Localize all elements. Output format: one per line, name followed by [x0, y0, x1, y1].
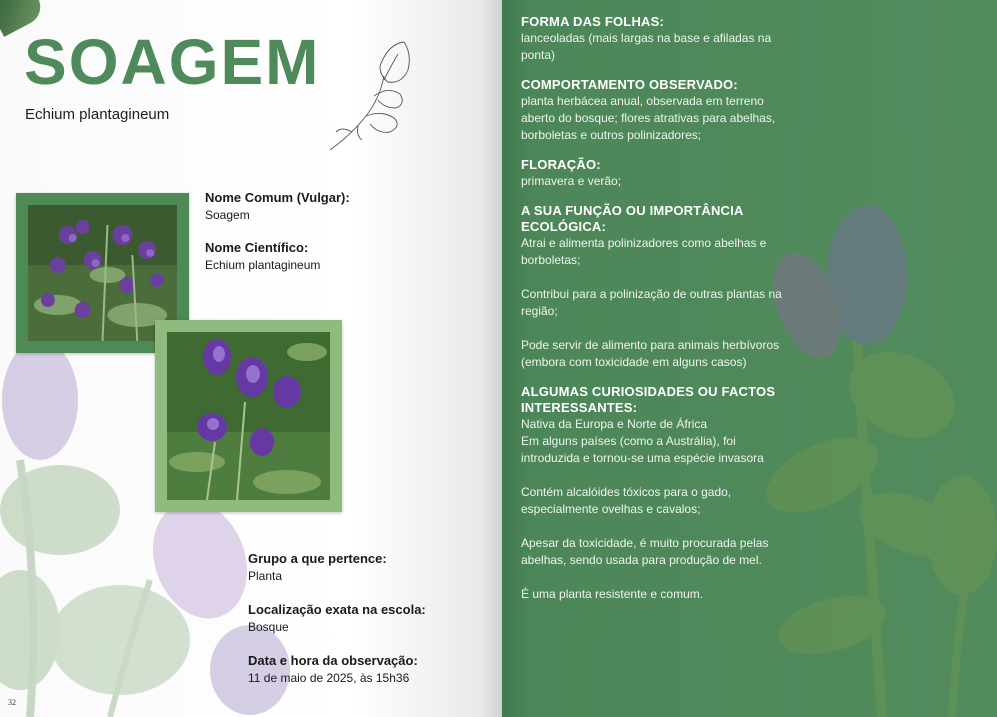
section-heading: FLORAÇÃO: [521, 157, 601, 172]
field-value: Echium plantagineum [205, 258, 321, 272]
field-label: Nome Científico: [205, 240, 309, 255]
field-data-hora [248, 653, 418, 685]
section-text: Atrai e alimenta polinizadores como abelhas e borboletas; [521, 236, 767, 267]
field-nome-cientifico [205, 240, 320, 272]
field-label: Data e hora da observação: [248, 653, 418, 668]
field-value: 11 de maio de 2025, às 15h36 [248, 671, 410, 685]
plant-photo-2 [155, 320, 342, 512]
field-label: Localização exata na escola: [248, 602, 426, 617]
page-number: 32 [8, 698, 16, 707]
field-label: Grupo a que pertence: [248, 551, 387, 566]
field-localizacao [248, 602, 426, 634]
section-comportamento [521, 77, 789, 144]
description-column [521, 14, 789, 616]
field-value: Planta [248, 569, 283, 583]
right-page [502, 0, 997, 717]
section-text: lanceoladas (mais largas na base e afiladas na ponta) [521, 31, 772, 62]
scientific-subtitle: Echium plantagineum [25, 106, 170, 123]
section-heading: ALGUMAS CURIOSIDADES OU FACTOS INTERESSANTES: [521, 384, 776, 415]
section-floracao [521, 157, 789, 190]
section-text: Em alguns países (como a Austrália), foi introduzida e tornou-se uma espécie invasora [521, 434, 764, 465]
section-funcao-ecologica [521, 203, 789, 371]
section-text: Nativa da Europa e Norte de África [521, 417, 708, 431]
plant-sketch-icon [322, 36, 418, 156]
section-text: É uma planta resistente e comum. [521, 587, 704, 601]
section-heading: FORMA DAS FOLHAS: [521, 14, 665, 29]
section-forma-folhas [521, 14, 789, 64]
section-text: planta herbácea anual, observada em terreno aberto do bosque; flores atrativas para abelhas, borboletas e outros polinizadores; [521, 94, 776, 142]
section-text: Contém alcalóides tóxicos para o gado, especialmente ovelhas e cavalos; [521, 485, 732, 516]
section-text: Pode servir de alimento para animais herbívoros (embora com toxicidade em alguns casos) [521, 338, 780, 369]
field-value: Soagem [205, 208, 250, 222]
section-heading: COMPORTAMENTO OBSERVADO: [521, 77, 738, 92]
field-label: Nome Comum (Vulgar): [205, 190, 350, 205]
page-title: SOAGEM [24, 26, 321, 98]
section-heading: A SUA FUNÇÃO OU IMPORTÂNCIA ECOLÓGICA: [521, 203, 744, 234]
section-curiosidades [521, 384, 789, 603]
field-grupo [248, 551, 387, 583]
section-text: Apesar da toxicidade, é muito procurada pelas abelhas, sendo usada para produção de mel. [521, 536, 769, 567]
field-value: Bosque [248, 620, 289, 634]
section-text: primavera e verão; [521, 174, 622, 188]
field-nome-comum [205, 190, 350, 222]
section-text: Contribui para a polinização de outras plantas na região; [521, 287, 782, 318]
